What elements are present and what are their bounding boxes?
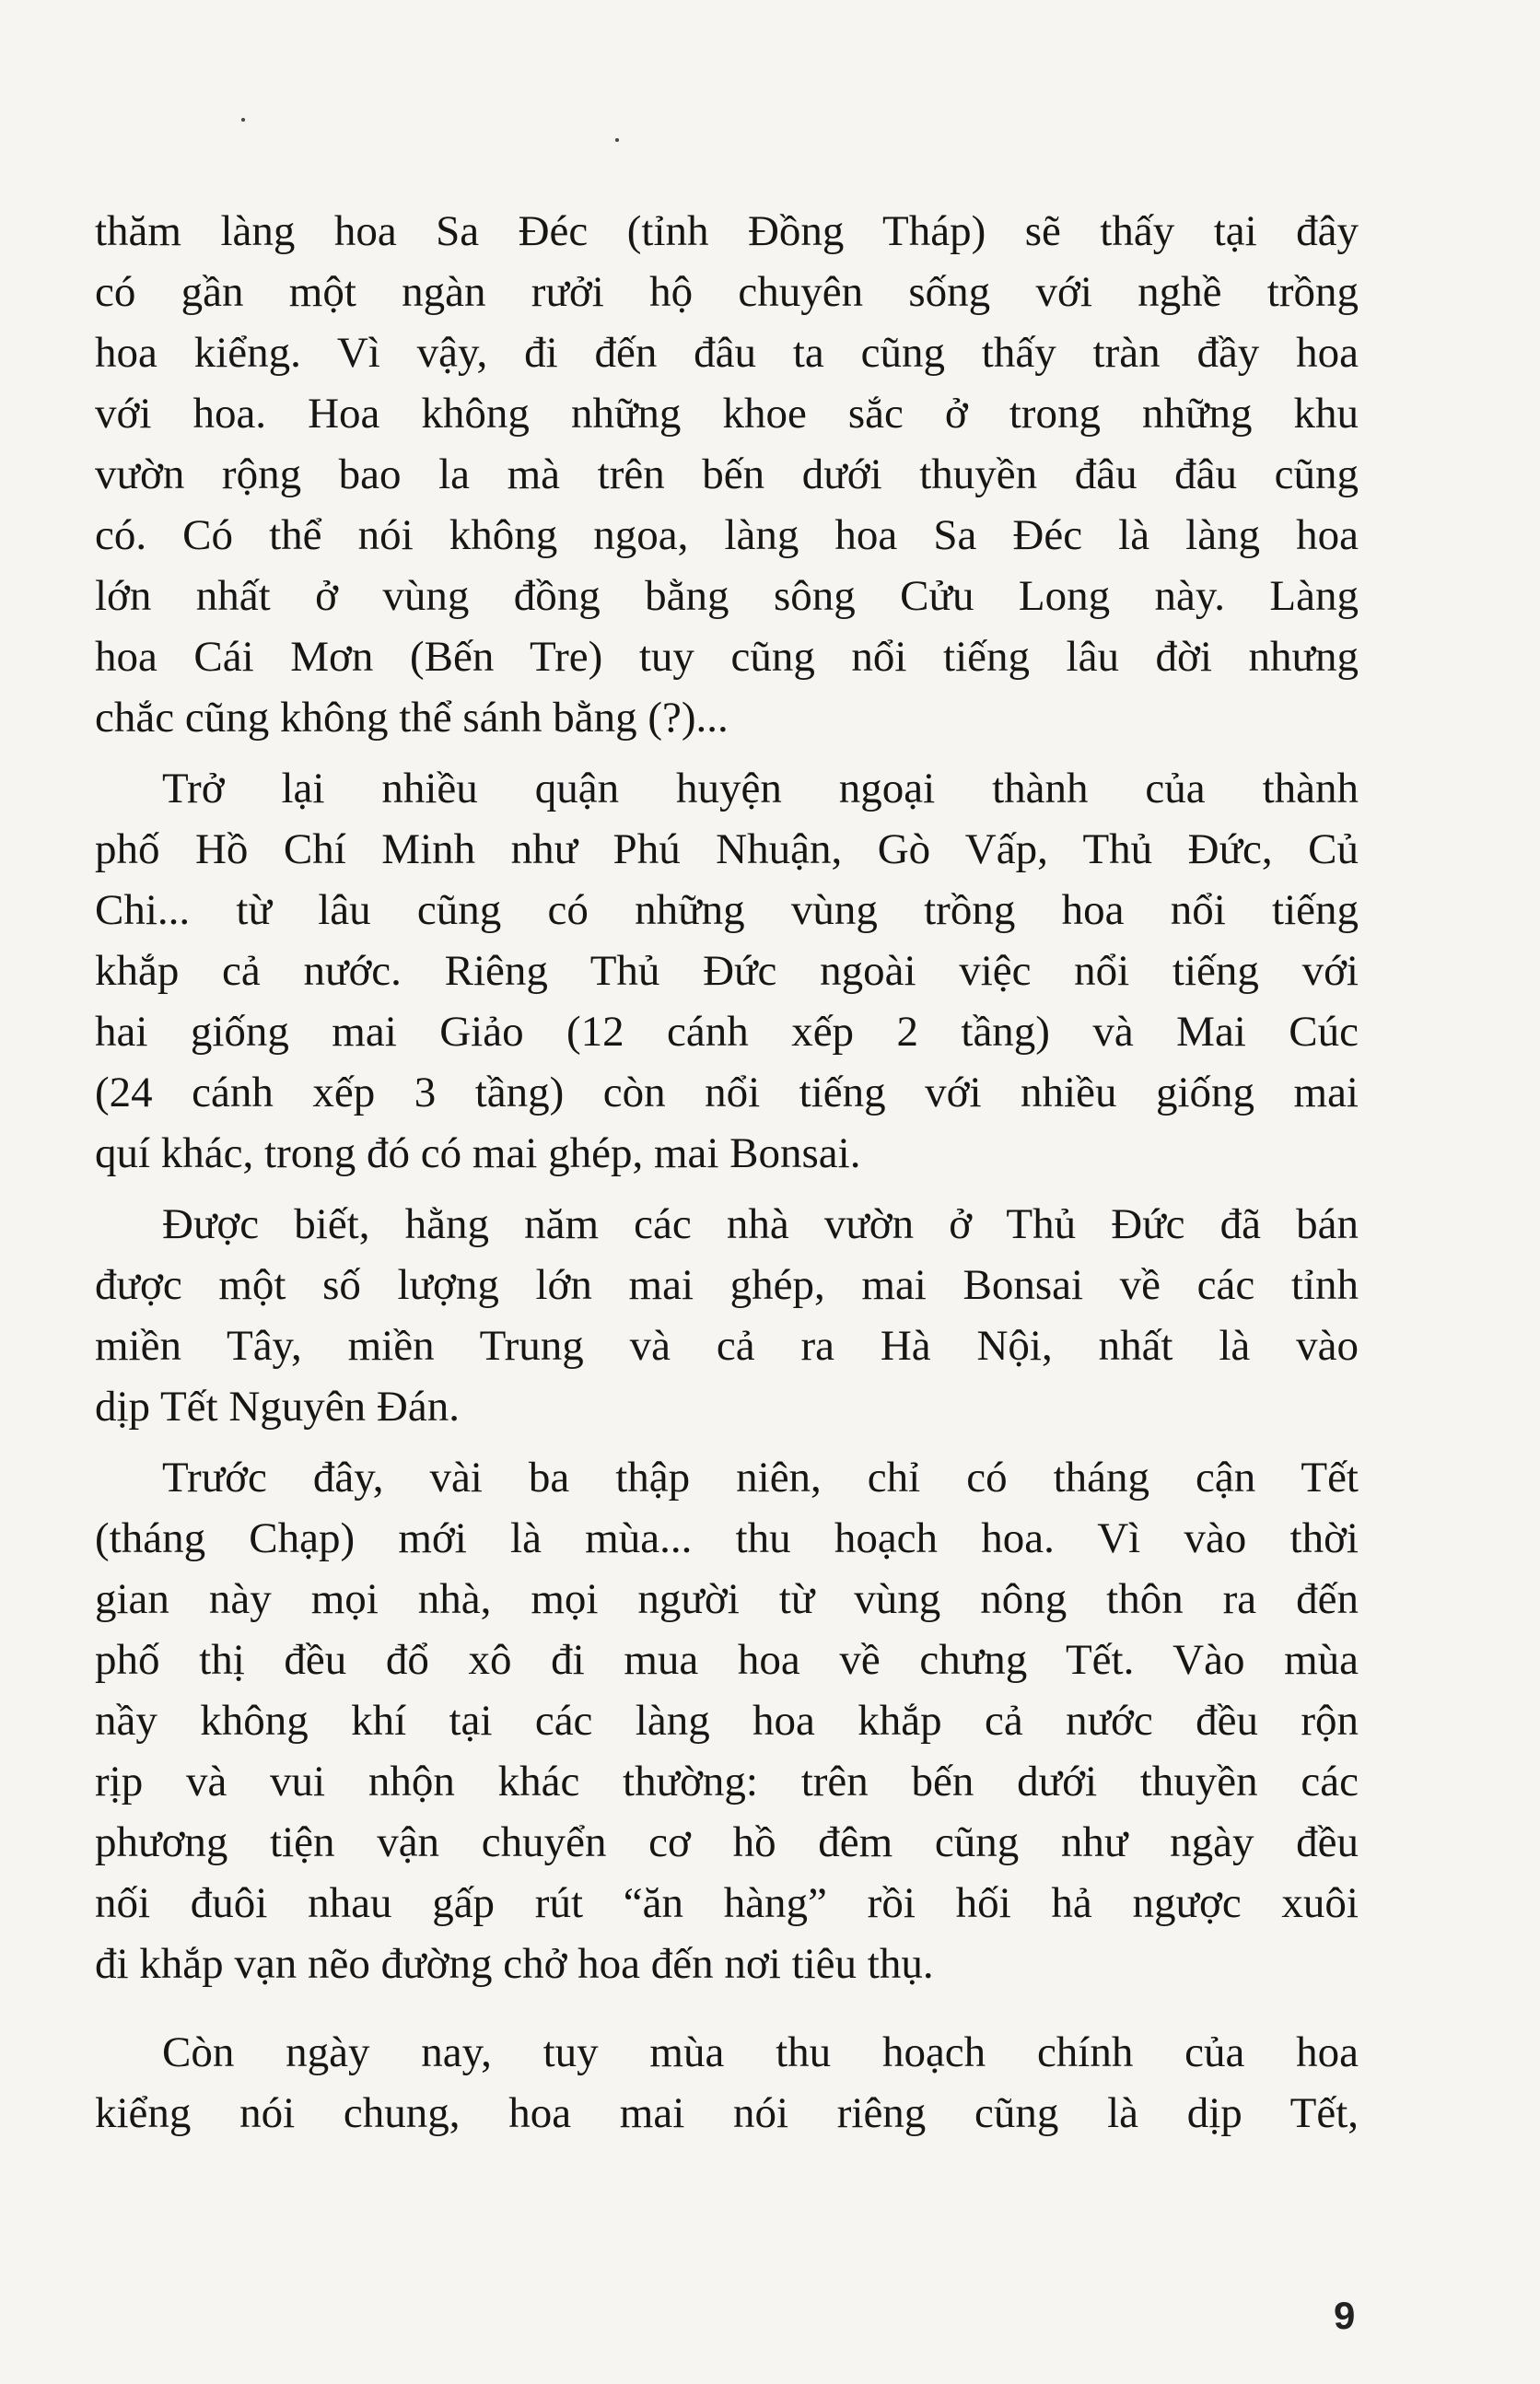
text-line: rịp và vui nhộn khác thường: trên bến dưới thuyền các (95, 1758, 1359, 1806)
text-line: phương tiện vận chuyển cơ hồ đêm cũng như ngày đều (95, 1818, 1359, 1866)
text-line: được một số lượng lớn mai ghép, mai Bonsai về các tỉnh (95, 1261, 1359, 1309)
text-line: vườn rộng bao la mà trên bến dưới thuyền đâu đâu cũng (95, 450, 1359, 498)
text-line: dịp Tết Nguyên Đán. (95, 1383, 460, 1431)
scan-speck (615, 138, 619, 142)
text-line: Trở lại nhiều quận huyện ngoại thành của thành (162, 765, 1359, 812)
text-line: thăm làng hoa Sa Đéc (tỉnh Đồng Tháp) sẽ thấy tại đây (95, 207, 1359, 255)
text-line: (tháng Chạp) mới là mùa... thu hoạch hoa. Vì vào thời (95, 1514, 1359, 1562)
text-line: đi khắp vạn nẽo đường chở hoa đến nơi tiêu thụ. (95, 1940, 934, 1988)
paragraph (95, 201, 1359, 748)
text-line: hoa kiểng. Vì vậy, đi đến đâu ta cũng thấy tràn đầy hoa (95, 329, 1359, 377)
text-line: miền Tây, miền Trung và cả ra Hà Nội, nhất là vào (95, 1322, 1359, 1370)
text-line: (24 cánh xếp 3 tầng) còn nổi tiếng với nhiều giống mai (95, 1069, 1359, 1116)
text-line: phố thị đều đổ xô đi mua hoa về chưng Tết. Vào mùa (95, 1636, 1359, 1684)
text-line: Còn ngày nay, tuy mùa thu hoạch chính của hoa (162, 2028, 1359, 2076)
page-body (95, 201, 1359, 2144)
text-line: quí khác, trong đó có mai ghép, mai Bonsai. (95, 1129, 861, 1177)
text-line: gian này mọi nhà, mọi người từ vùng nông thôn ra đến (95, 1575, 1359, 1623)
text-line: có gần một ngàn rưởi hộ chuyên sống với nghề trồng (95, 268, 1359, 316)
text-line: hoa Cái Mơn (Bến Tre) tuy cũng nổi tiếng lâu đời nhưng (95, 633, 1359, 681)
text-line: nối đuôi nhau gấp rút “ăn hàng” rồi hối hả ngược xuôi (95, 1879, 1359, 1927)
paragraph (95, 758, 1359, 1184)
paragraph (95, 1194, 1359, 1437)
paragraph (95, 1447, 1359, 1994)
text-line: chắc cũng không thể sánh bằng (?)... (95, 694, 729, 742)
text-line: Chi... từ lâu cũng có những vùng trồng hoa nổi tiếng (95, 886, 1359, 934)
text-line: hai giống mai Giảo (12 cánh xếp 2 tầng) và Mai Cúc (95, 1008, 1359, 1056)
text-line: phố Hồ Chí Minh như Phú Nhuận, Gò Vấp, Thủ Đức, Củ (95, 825, 1359, 873)
page-number: 9 (1334, 2294, 1356, 2337)
paragraph (95, 2022, 1359, 2144)
text-line: kiểng nói chung, hoa mai nói riêng cũng là dịp Tết, (95, 2089, 1359, 2137)
text-line: lớn nhất ở vùng đồng bằng sông Cửu Long này. Làng (95, 572, 1359, 620)
text-line: với hoa. Hoa không những khoe sắc ở trong những khu (95, 390, 1359, 438)
scan-speck (241, 118, 245, 122)
text-line: có. Có thể nói không ngoa, làng hoa Sa Đéc là làng hoa (95, 511, 1359, 559)
text-line: nầy không khí tại các làng hoa khắp cả nước đều rộn (95, 1697, 1359, 1745)
text-line: khắp cả nước. Riêng Thủ Đức ngoài việc nổi tiếng với (95, 947, 1359, 995)
text-line: Trước đây, vài ba thập niên, chỉ có tháng cận Tết (162, 1454, 1359, 1502)
text-line: Được biết, hằng năm các nhà vườn ở Thủ Đức đã bán (162, 1200, 1359, 1248)
